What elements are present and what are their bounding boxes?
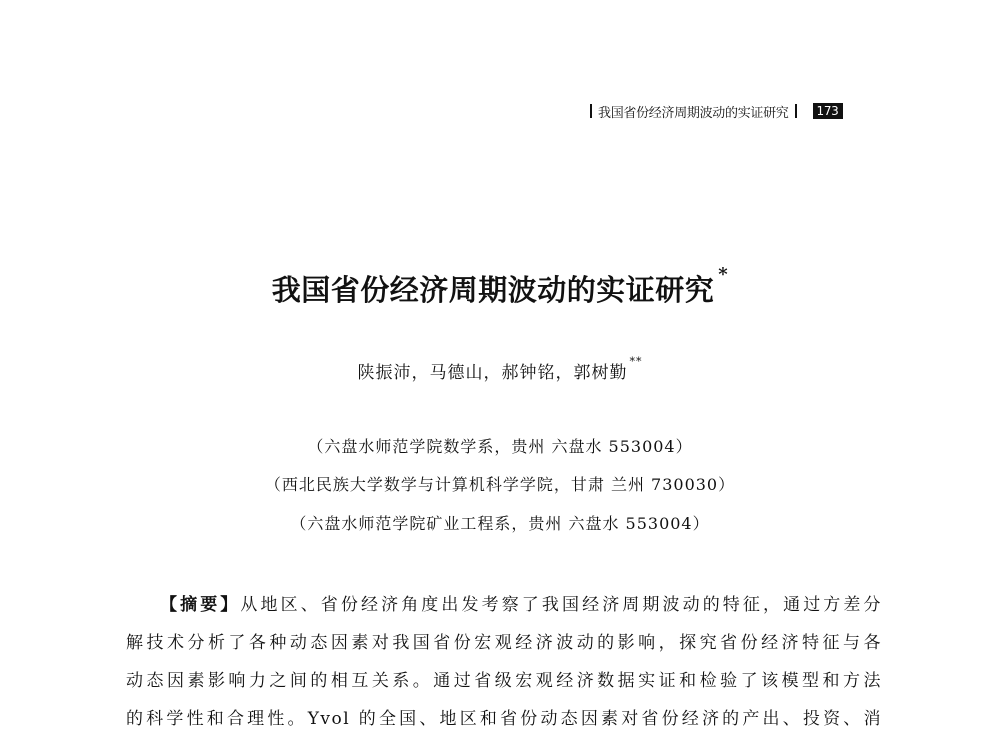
affiliation-3: （六盘水师范学院矿业工程系，贵州 六盘水 553004） — [290, 514, 710, 533]
page-number: 173 — [813, 103, 843, 119]
author-list — [0, 355, 1000, 383]
author-footnote-marker: ** — [629, 355, 643, 368]
abstract — [126, 586, 882, 738]
abstract-line — [126, 586, 882, 624]
author-names: 陕振沛，马德山，郝钟铭，郭树勤 — [357, 363, 628, 383]
paper-title — [0, 264, 1000, 309]
affiliation-2: （西北民族大学数学与计算机科学学院，甘肃 兰州 730030） — [264, 475, 736, 494]
title-footnote-marker: * — [718, 264, 729, 285]
header-divider — [590, 104, 592, 118]
header-divider — [795, 104, 797, 118]
abstract-line: 动态因素影响力之间的相互关系。通过省级宏观经济数据实证和检验了该模型和方法 — [126, 671, 882, 691]
abstract-text: 从地区、省份经济角度出发考察了我国经济周期波动的特征，通过方差分 — [240, 595, 882, 615]
abstract-line: 的科学性和合理性。Yvol 的全国、地区和省份动态因素对省份经济的产出、投资、消 — [126, 709, 882, 729]
abstract-label: 【摘要】 — [160, 595, 241, 615]
running-header — [584, 100, 843, 122]
running-title: 我国省份经济周期波动的实证研究 — [598, 105, 789, 121]
affiliation-1: （六盘水师范学院数学系，贵州 六盘水 553004） — [307, 437, 693, 456]
abstract-line: 解技术分析了各种动态因素对我国省份宏观经济波动的影响，探究省份经济特征与各 — [126, 633, 882, 653]
paper-title-text: 我国省份经济周期波动的实证研究 — [271, 273, 715, 307]
